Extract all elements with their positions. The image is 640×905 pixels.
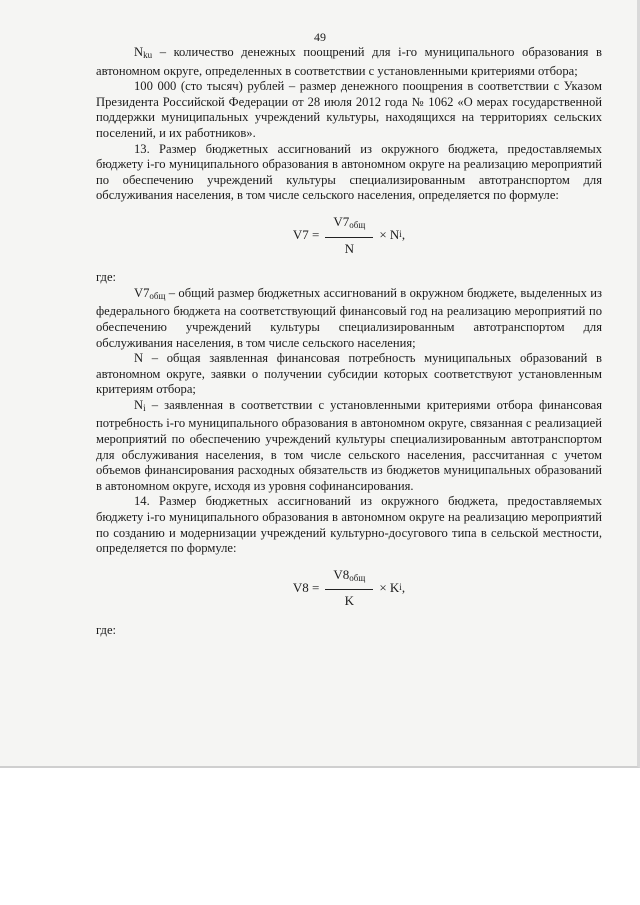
formula <box>96 214 602 256</box>
formula-end: , <box>401 227 406 243</box>
paragraph <box>96 45 602 79</box>
page-number: 49 <box>314 30 326 44</box>
rhs-subscript: i <box>399 229 402 240</box>
fraction <box>325 214 373 256</box>
numerator-symbol: V7 <box>333 213 350 229</box>
document-body <box>96 45 602 639</box>
rhs-subscript: i <box>399 582 402 593</box>
fraction-numerator <box>325 567 373 591</box>
paragraph <box>96 351 602 398</box>
fraction-numerator <box>325 214 373 238</box>
fraction-denominator: K <box>344 593 355 609</box>
paragraph-text: – общий размер бюджетных ассигнований в окружном бюджете, выделенных из федерального бюджета на соответствующий финансовый год на реализацию мероприятий по обеспечению учреждений культуры специализированным автотранспортом для обслуживания населения, в том числе сельского населения; <box>96 285 602 350</box>
numerator-symbol: V8 <box>333 566 350 582</box>
variable-symbol: V7 <box>134 285 150 300</box>
variable-symbol: N <box>134 45 144 59</box>
paragraph <box>96 286 602 351</box>
numerator-subscript: общ <box>349 219 366 230</box>
paragraph-text: 100 000 (сто тысяч) рублей – размер денежного поощрения в соответствии с Указом Президента Российской Федерации от 28 июля 2012 года № 1062 «О мерах государственной поддержки муниципальных учреждений культуры, находящихся на территориях сельских поселений, и их работников». <box>96 79 602 140</box>
paragraph <box>96 494 602 556</box>
numerator-subscript: общ <box>349 572 366 583</box>
where-label: где: <box>96 270 117 285</box>
paragraph <box>96 79 602 141</box>
paragraph-text: – количество денежных поощрений для i-го муниципального образования в автономном округе, определенных в соответствии с установленными критериями отбора; <box>96 45 602 78</box>
variable-subscript: ku <box>143 50 153 60</box>
variable-symbol: N <box>134 397 144 412</box>
formula-rhs: × K <box>379 580 400 596</box>
formula-lhs: V8 = <box>292 580 320 596</box>
fraction-denominator: N <box>344 240 355 256</box>
paragraph <box>96 398 602 495</box>
paragraph <box>96 142 602 204</box>
fraction <box>325 567 373 609</box>
formula-lhs: V7 = <box>292 227 320 243</box>
paragraph-text: N – общая заявленная финансовая потребность муниципальных образований в автономном округе, заявки о получении субсидии которых соответствуют установленным критериям отбора; <box>96 351 602 397</box>
formula-end: , <box>401 580 406 596</box>
variable-subscript: общ <box>149 290 166 301</box>
paragraph-text: 14. Размер бюджетных ассигнований из окружного бюджета, предоставляемых бюджету i-го муниципального образования в автономном округе на реализацию мероприятий по созданию и модернизации учреждений культурно-досугового типа в сельской местности, определяется по формуле: <box>96 494 602 556</box>
formula-rhs: × N <box>379 227 400 243</box>
paragraph-text: 13. Размер бюджетных ассигнований из окружного бюджета, предоставляемых бюджету i-го муниципального образования в автономном округе на реализацию мероприятий по обеспечению учреждений культуры специализированным автотранспортом для обслуживания населения, в том числе сельского населения, определяется по формуле: <box>96 141 602 203</box>
where-label: где: <box>96 623 117 637</box>
formula <box>96 567 602 609</box>
paragraph-text: – заявленная в соответствии с установленными критериями отбора финансовая потребность i-го муниципального образования в автономном округе, связанная с реализацией мероприятий по обеспечению учреждений культуры специализированным автотранспортом для обслуживания населения, в том числе сельского населения, рассчитанная с учетом объемов финансирования расходных обязательств из бюджетов муниципальных образований в автономном округе, исходя из уровня софинансирования. <box>96 397 602 493</box>
variable-subscript: i <box>143 402 146 413</box>
